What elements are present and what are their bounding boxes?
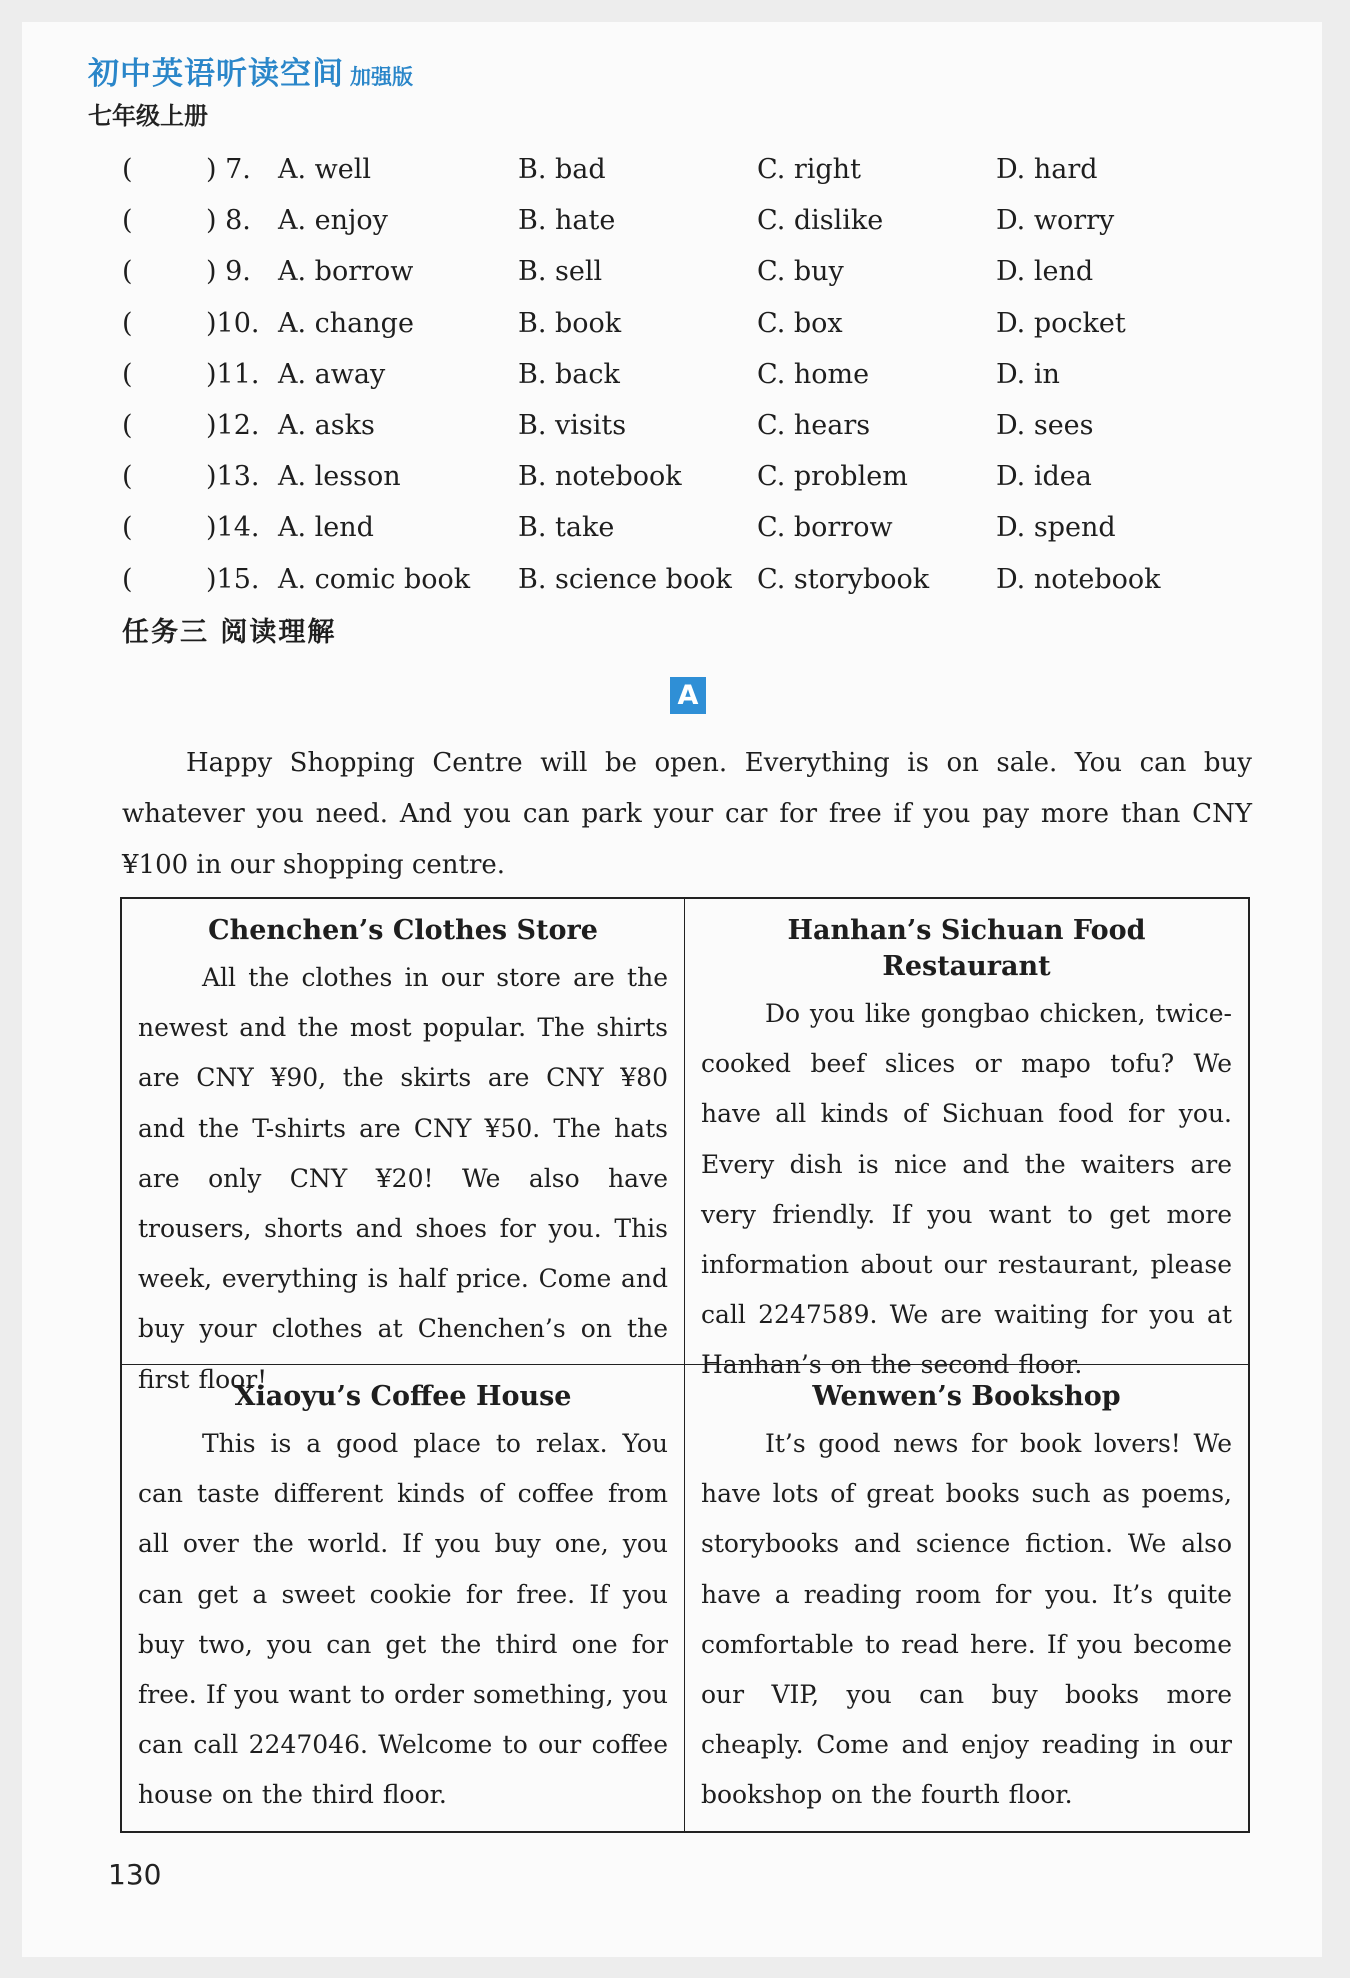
series-name: 初中英语听读空间	[88, 56, 344, 92]
option-d: D. lend	[996, 256, 1094, 288]
question-number: )14.	[206, 512, 260, 544]
option-c: C. right	[757, 154, 861, 185]
option-c: C. dislike	[757, 205, 884, 237]
option-a: A. change	[278, 307, 414, 339]
option-a: A. comic book	[278, 563, 471, 595]
ad-title: Hanhan’s Sichuan Food Restaurant	[787, 915, 1146, 982]
ad-body: All the clothes in our store are the newest and the most popular. The shirts are CNY ¥90, the skirts are CNY ¥80 and the T-shirts are CNY ¥50. The hats are only CNY ¥20! We also have trousers, shorts and shoes for you. This week, everything is half price. Come and buy your clothes at Chenchen’s on the first floor!	[138, 963, 668, 1394]
option-c: C. buy	[757, 256, 844, 288]
option-c: C. hears	[757, 409, 871, 441]
option-a: A. lend	[278, 512, 374, 544]
option-c: C. home	[757, 358, 870, 390]
option-d: D. pocket	[996, 307, 1126, 339]
ad-table	[120, 897, 1250, 1833]
ad-bookshop	[685, 1365, 1248, 1831]
question-number: ) 9.	[206, 256, 251, 288]
option-a: A. enjoy	[278, 205, 388, 237]
option-b: B. science book	[518, 563, 732, 595]
ad-body: Do you like gongbao chicken, twice-cooked beef slices or mapo tofu? We have all kinds of Sichuan food for you. Every dish is nice and the waiters are very friendly. If you want to get more information about our restaurant, please call 2247589. We are waiting for you at Hanhan’s on the second floor.	[701, 999, 1232, 1380]
option-c: C. storybook	[757, 563, 930, 595]
option-a: A. away	[278, 358, 386, 390]
section-heading: 任务三 阅读理解	[122, 617, 337, 648]
option-b: B. sell	[518, 256, 603, 288]
ad-title: Wenwen’s Bookshop	[812, 1381, 1121, 1412]
ad-clothes-store	[122, 899, 685, 1394]
series-title	[88, 48, 413, 93]
page-number: 130	[108, 1858, 162, 1891]
option-c: C. borrow	[757, 512, 893, 544]
ad-title: Chenchen’s Clothes Store	[208, 915, 598, 946]
option-d: D. in	[996, 358, 1060, 390]
option-b: B. visits	[518, 409, 627, 441]
option-d: D. hard	[996, 154, 1098, 185]
option-b: B. take	[518, 512, 615, 544]
answer-blank[interactable]: (	[122, 154, 133, 185]
option-b: B. bad	[518, 154, 606, 185]
option-b: B. back	[518, 358, 620, 390]
option-a: A. borrow	[278, 256, 414, 288]
answer-blank[interactable]: (	[122, 358, 133, 390]
question-number: ) 7.	[206, 154, 251, 185]
option-b: B. notebook	[518, 461, 682, 493]
answer-blank[interactable]: (	[122, 256, 133, 288]
ad-restaurant	[685, 899, 1248, 1380]
option-b: B. book	[518, 307, 622, 339]
answer-blank[interactable]: (	[122, 307, 133, 339]
ad-body: It’s good news for book lovers! We have lots of great books such as poems, storybooks and science fiction. We also have a reading room for you. It’s quite comfortable to read here. If you become our VIP, you can buy books more cheaply. Come and enjoy reading in our bookshop on the fourth floor.	[701, 1429, 1232, 1810]
grade-label: 七年级上册	[88, 102, 208, 130]
answer-blank[interactable]: (	[122, 461, 133, 493]
option-d: D. worry	[996, 205, 1115, 237]
answer-blank[interactable]: (	[122, 409, 133, 441]
passage-badge: A	[670, 677, 706, 714]
option-b: B. hate	[518, 205, 616, 237]
option-c: C. problem	[757, 461, 908, 493]
question-number: )15.	[206, 563, 260, 595]
ad-title: Xiaoyu’s Coffee House	[234, 1381, 572, 1412]
question-number: ) 8.	[206, 205, 251, 237]
question-number: )10.	[206, 307, 260, 339]
option-a: A. well	[278, 154, 372, 185]
edition-label: 加强版	[350, 65, 413, 89]
option-a: A. asks	[278, 409, 375, 441]
question-number: )11.	[206, 358, 260, 390]
ad-coffee-house	[122, 1365, 685, 1831]
question-number: )12.	[206, 409, 260, 441]
option-d: D. spend	[996, 512, 1116, 544]
option-a: A. lesson	[278, 461, 401, 493]
answer-blank[interactable]: (	[122, 512, 133, 544]
question-number: )13.	[206, 461, 260, 493]
option-d: D. notebook	[996, 563, 1161, 595]
ad-body: This is a good place to relax. You can taste different kinds of coffee from all over the world. If you buy one, you can get a sweet cookie for free. If you buy two, you can get the third one for free. If you want to order something, you can call 2247046. Welcome to our coffee house on the third floor.	[138, 1429, 668, 1810]
option-d: D. sees	[996, 409, 1094, 441]
option-d: D. idea	[996, 461, 1092, 493]
passage-intro: Happy Shopping Centre will be open. Everything is on sale. You can buy whatever you need. And you can park your car for free if you pay more than CNY ¥100 in our shopping centre.	[122, 748, 1252, 880]
answer-blank[interactable]: (	[122, 563, 133, 595]
option-c: C. box	[757, 307, 843, 339]
answer-blank[interactable]: (	[122, 205, 133, 237]
